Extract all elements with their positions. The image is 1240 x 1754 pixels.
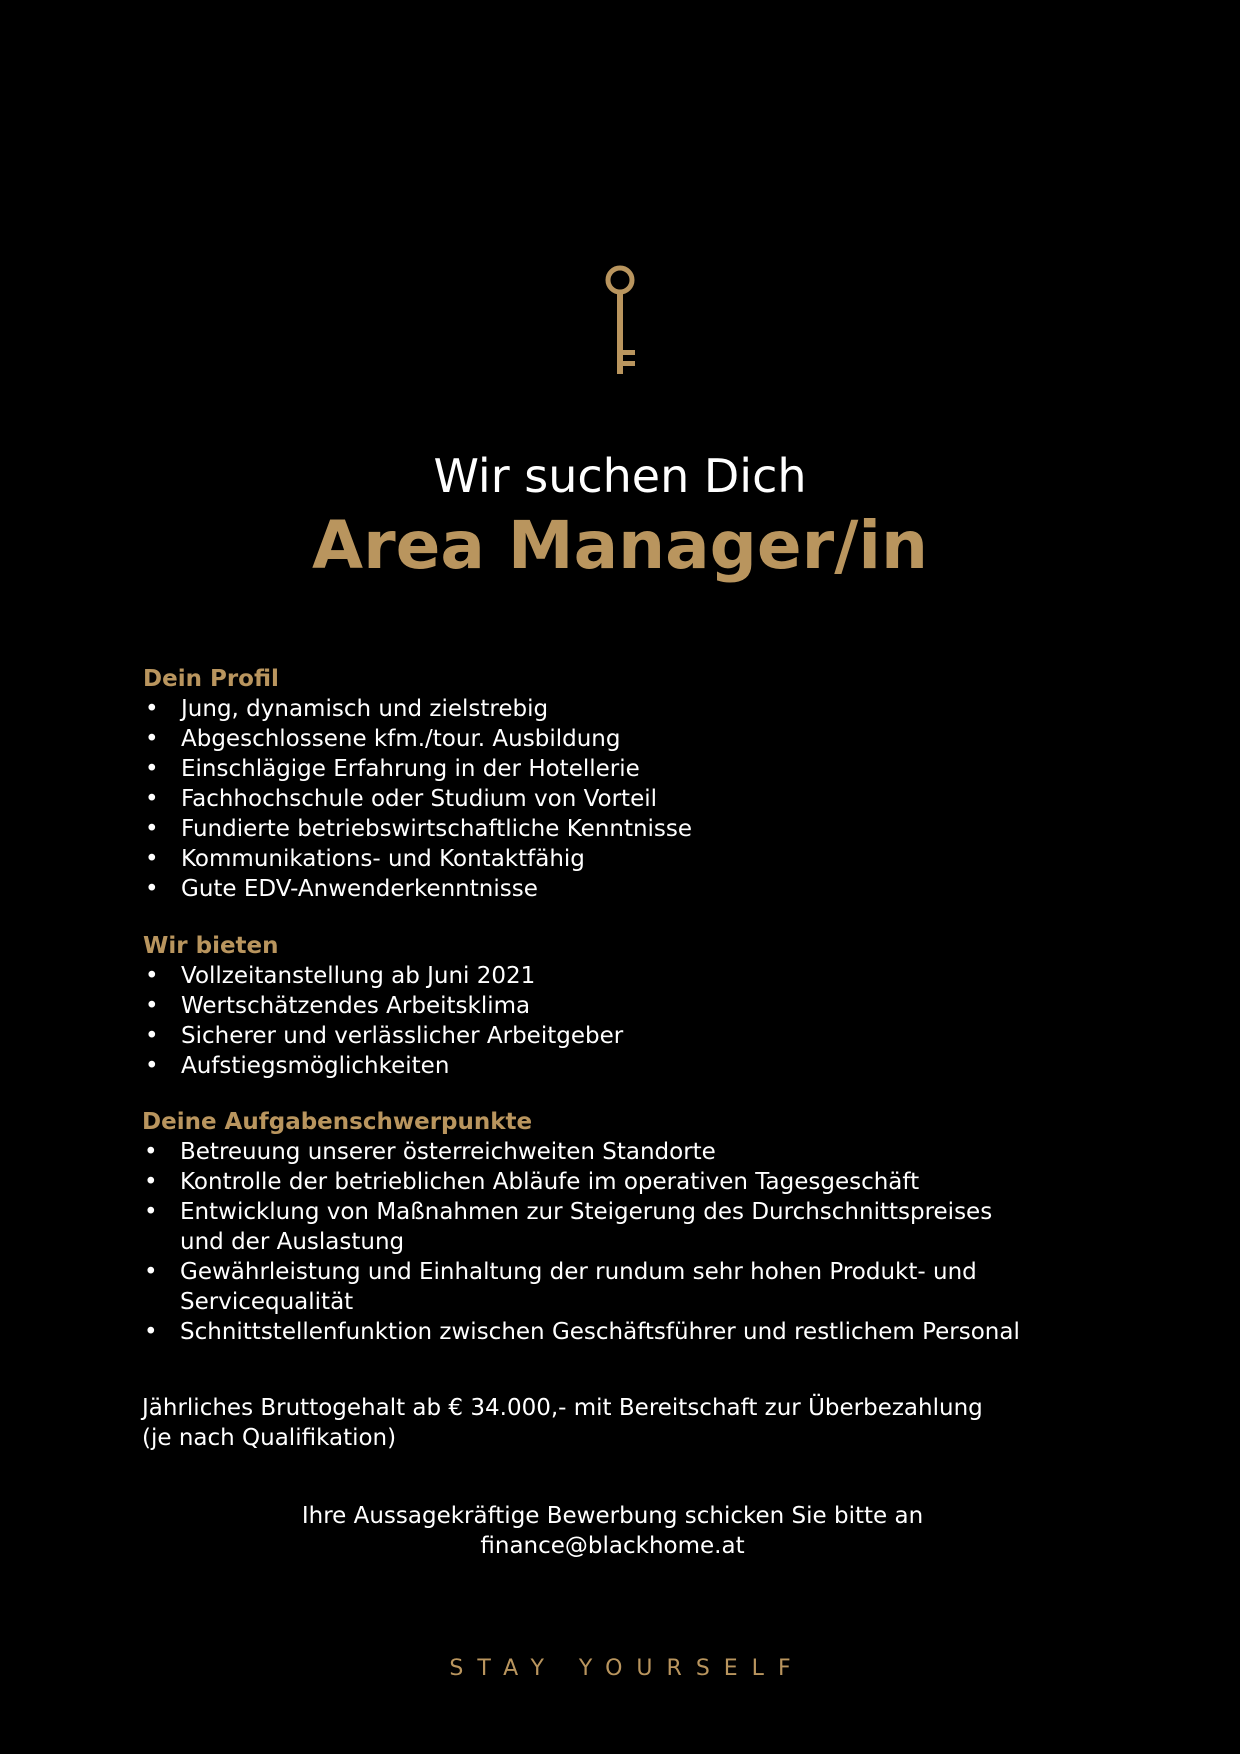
list-item: • Schnittstellenfunktion zwischen Geschäftsführer und restlichem Personal bbox=[144, 1319, 1020, 1345]
application-info bbox=[0, 1501, 1225, 1561]
list-item: • Gute EDV-Anwenderkenntnisse bbox=[145, 876, 538, 902]
job-title: Area Manager/in bbox=[312, 507, 928, 584]
footer-slogan: STAY YOURSELF bbox=[449, 1656, 805, 1681]
list-item: • Betreuung unserer österreichweiten Standorte bbox=[144, 1139, 716, 1165]
section-bieten bbox=[143, 931, 1103, 1081]
bullet: • bbox=[145, 696, 159, 722]
bullet: • bbox=[145, 756, 159, 782]
list-item: • Einschlägige Erfahrung in der Hotellerie bbox=[145, 756, 640, 782]
list-item: • Kommunikations- und Kontaktfähig bbox=[145, 846, 585, 872]
salary-info bbox=[142, 1393, 1102, 1453]
bullet: • bbox=[145, 816, 159, 842]
application-text: Ihre Aussagekräftige Bewerbung schicken Sie bitte an bbox=[301, 1503, 924, 1529]
list-item: • Gewährleistung und Einhaltung der rundum sehr hohen Produkt- und Servicequalität bbox=[144, 1259, 977, 1315]
bullet: • bbox=[145, 993, 159, 1019]
bullet: • bbox=[145, 786, 159, 812]
key-icon bbox=[604, 264, 636, 376]
list-item: • Kontrolle der betrieblichen Abläufe im operativen Tagesgeschäft bbox=[144, 1169, 920, 1195]
list-item: • Jung, dynamisch und zielstrebig bbox=[145, 696, 549, 722]
bieten-list bbox=[143, 961, 1103, 1081]
bullet: • bbox=[144, 1319, 158, 1345]
section-heading: Dein Profil bbox=[143, 666, 279, 692]
bullet: • bbox=[145, 963, 159, 989]
intro-heading: Wir suchen Dich bbox=[433, 449, 807, 503]
list-item: • Entwicklung von Maßnahmen zur Steigerung des Durchschnittspreises und der Auslastung bbox=[144, 1199, 993, 1255]
aufgaben-list bbox=[142, 1137, 1132, 1347]
list-item: • Abgeschlossene kfm./tour. Ausbildung bbox=[145, 726, 621, 752]
section-heading: Deine Aufgabenschwerpunkte bbox=[142, 1109, 533, 1135]
section-profil bbox=[143, 664, 1103, 904]
section-heading: Wir bieten bbox=[143, 933, 279, 959]
list-item: • Wertschätzendes Arbeitsklima bbox=[145, 993, 531, 1019]
salary-note: (je nach Qualifikation) bbox=[142, 1425, 397, 1451]
bullet: • bbox=[144, 1169, 158, 1195]
application-email[interactable]: finance@blackhome.at bbox=[480, 1533, 745, 1559]
list-item: • Sicherer und verlässlicher Arbeitgeber bbox=[145, 1023, 624, 1049]
list-item: • Fundierte betriebswirtschaftliche Kenntnisse bbox=[145, 816, 693, 842]
list-item: • Aufstiegsmöglichkeiten bbox=[145, 1053, 450, 1079]
bullet: • bbox=[145, 846, 159, 872]
section-aufgaben bbox=[142, 1107, 1132, 1347]
bullet: • bbox=[144, 1259, 158, 1285]
bullet: • bbox=[145, 876, 159, 902]
bullet: • bbox=[145, 1053, 159, 1079]
profil-list bbox=[143, 694, 1103, 904]
list-item: • Fachhochschule oder Studium von Vorteil bbox=[145, 786, 658, 812]
salary-line: Jährliches Bruttogehalt ab € 34.000,- mit Bereitschaft zur Überbezahlung bbox=[142, 1395, 983, 1421]
bullet: • bbox=[144, 1139, 158, 1165]
bullet: • bbox=[145, 1023, 159, 1049]
list-item: • Vollzeitanstellung ab Juni 2021 bbox=[145, 963, 536, 989]
bullet: • bbox=[145, 726, 159, 752]
bullet: • bbox=[144, 1199, 158, 1225]
